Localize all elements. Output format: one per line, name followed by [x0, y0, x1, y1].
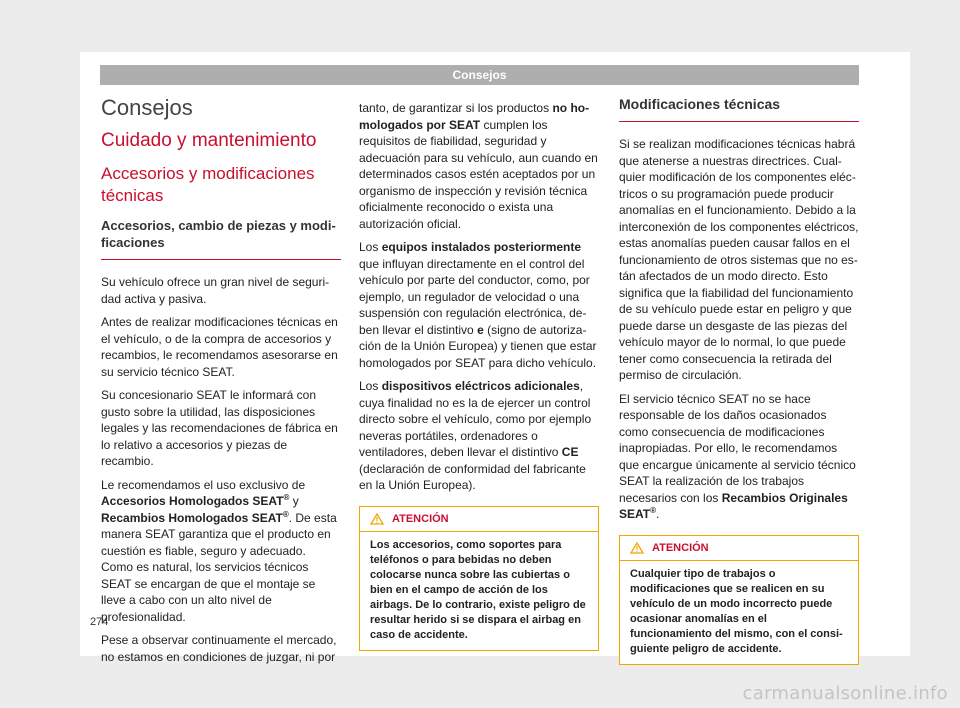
bold-text: e — [477, 322, 484, 337]
registered-mark: ® — [283, 493, 290, 502]
text-run: que influyan directamente en el control del vehículo por parte del conductor, como, por ejemplo, un regulador de velocidad o una suspensión con regulación electrónica, deben llevar el distintivo — [359, 256, 590, 337]
text-run: Los — [359, 379, 382, 393]
section-title-modificaciones: Modificaciones técnicas — [619, 95, 859, 122]
text-run: (declaración de conformidad del fabricante en la Unión Europea). — [359, 461, 586, 492]
column-right — [619, 95, 859, 665]
text-run: El servicio técnico SEAT no se hace responsable de los daños ocasionados como consecuencia de modificaciones inapropiadas. Por ello, le recomendamos que encargue únicamente al servicio técnico SEAT la realización de los trabajos necesarios con los — [619, 391, 856, 505]
running-header: Consejos — [100, 65, 859, 85]
warning-title: ATENCIÓN — [392, 512, 449, 525]
paragraph: Pese a observar continuamente el mercado, no estamos en condiciones de juzgar, ni por — [101, 633, 337, 664]
paragraph: Su concesionario SEAT le informará con gusto sobre la utilidad, las disposiciones legales y las recomendaciones de fábrica en lo relativo a accesorios y piezas de recambio. — [101, 388, 338, 468]
text-run: Le recomendamos el uso exclusivo de — [101, 477, 306, 492]
warning-title: ATENCIÓN — [652, 541, 709, 554]
paragraph — [359, 378, 599, 494]
section-title-accesorios: Accesorios y modificaciones técnicas — [101, 164, 315, 205]
warning-header — [360, 507, 598, 532]
warning-triangle-icon — [630, 542, 644, 554]
bold-text: dispositivos eléctricos adicionales — [381, 379, 580, 393]
warning-header — [620, 536, 858, 561]
paragraph: Antes de realizar modificaciones técnicas en el vehículo, o de la compra de accesorios y recambios, le recomendamos asesorarse en su servicio técnico SEAT. — [101, 315, 338, 379]
text-run: (signo de autorización de la Unión Europea) y tienen que estar homologados por SEAT para dicho vehículo. — [359, 322, 597, 370]
column-left — [101, 95, 341, 672]
paragraph: Su vehículo ofrece un gran nivel de seguridad activa y pasiva. — [101, 275, 330, 306]
column-middle — [359, 100, 599, 651]
text-run: y — [289, 494, 299, 508]
bold-text: equipos instalados posteriormente — [381, 240, 582, 254]
warning-box — [359, 506, 599, 651]
text-run: . — [656, 507, 660, 521]
warning-triangle-icon — [370, 513, 384, 525]
watermark: carmanualsonline.info — [742, 683, 948, 704]
bold-text: Recambios Homologados SEAT — [101, 510, 283, 525]
paragraph: Si se realizan modificaciones técnicas habrá que atenerse a nuestras directrices. Cualquier modificación de los componentes eléctricos o su programación puede producir anomalías en el funcionamiento. Debido a la interconexión de los componentes eléctricos, estas anomalías pueden causar fallos en el funcionamiento de otros sistemas que no están afectados de un modo directo. Esto significa que la fiabilidad del funcionamiento de su vehículo puede estar en peligro y que puede darse un desgaste de las piezas del vehículo mayor de lo normal, lo que puede tener como consecuencia la retirada del permiso de circulación. — [619, 137, 859, 382]
paragraph — [359, 239, 599, 371]
warning-text: Los accesorios, como soportes para teléfonos o para bebidas no deben colocarse nunca sobre las cubiertas o bien en el campo de acción de los airbags. De lo contrario, existe peligro de resultar herido si se dispara el airbag en caso de accidente. — [360, 532, 598, 650]
bold-text: no homologados por SEAT — [359, 101, 590, 132]
section-title-cuidado: Cuidado y mantenimiento — [101, 130, 317, 151]
chapter-title: Consejos — [101, 95, 193, 120]
text-run: , cuya finalidad no es la de ejercer un control directo sobre el vehículo, como por ejemplo neveras portátiles, ordenadores o ventiladores, deben llevar el distintivo — [359, 379, 592, 459]
bold-text: CE — [561, 445, 579, 459]
text-run: Los — [359, 240, 382, 254]
page-number: 274 — [90, 616, 109, 628]
paragraph — [619, 391, 859, 523]
registered-mark: ® — [282, 509, 289, 519]
paragraph — [359, 100, 599, 232]
text-run: . De esta manera SEAT garantiza que el producto en cuestión es fiable, seguro y adecuado. Como es natural, los servicios técnicos SEAT se encargan de que el montaje se lleve a cabo con un alto nivel de profesionalidad. — [101, 510, 337, 624]
bold-text: Accesorios Homologados SEAT — [101, 494, 284, 508]
subsection-title: Accesorios, cambio de piezas y modificaciones — [101, 217, 341, 260]
text-run: cumplen los requisitos de fiabilidad, seguridad y adecuación para su vehículo, aun cuando en determinados casos estén aceptados por un organismo de inspección y revisión técnica oficialmente reconocido o exista una autorización oficial. — [359, 117, 598, 231]
text-run: tanto, de garantizar si los productos — [359, 101, 553, 115]
warning-text: Cualquier tipo de trabajos o modificaciones que se realicen en su vehículo de un modo incorrecto puede ocasionar anomalías en el funcionamiento del mismo, con el consiguiente peligro de accidente. — [620, 561, 858, 664]
warning-box — [619, 535, 859, 665]
bold-text: Recambios Originales SEAT — [619, 490, 848, 521]
paragraph — [101, 477, 341, 626]
registered-mark: ® — [650, 506, 657, 515]
